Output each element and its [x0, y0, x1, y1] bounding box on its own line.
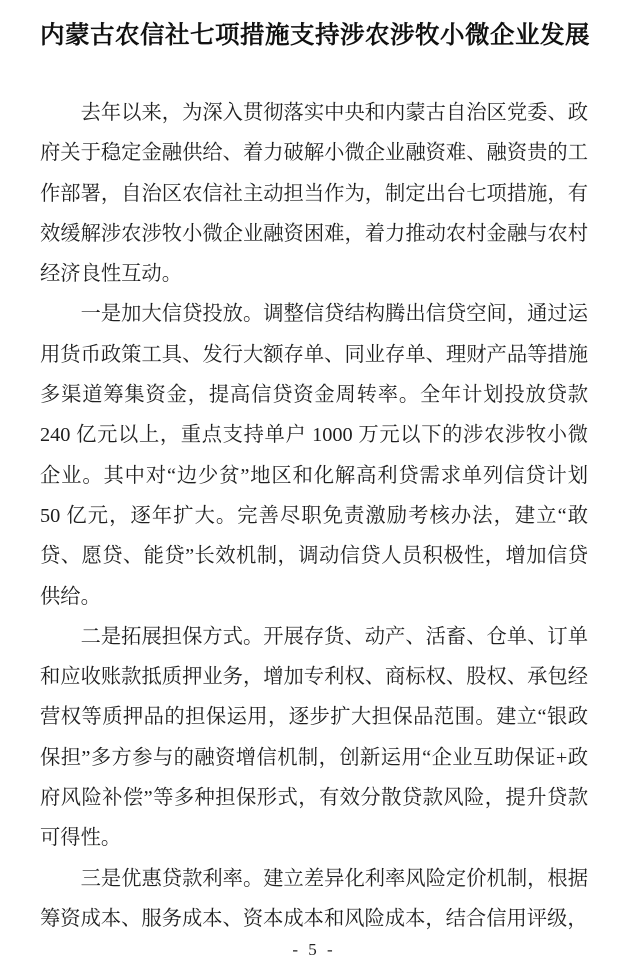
paragraph-measure-two-guarantee-methods: 二是拓展担保方式。开展存货、动产、活畜、仓单、订单和应收账款抵质押业务，增加专利权、商标权、股权、承包经营权等质押品的担保运用，逐步扩大担保品范围。建立“银政保担”多方参与的融资增信机制，创新运用“企业互助保证+政府风险补偿”等多种担保形式，有效分散贷款风险，提升贷款可得性。 — [40, 625, 588, 850]
paragraph-measure-one-credit-supply: 一是加大信贷投放。调整信贷结构腾出信贷空间，通过运用货币政策工具、发行大额存单、同业存单、理财产品等措施多渠道筹集资金，提高信贷资金周转率。全年计划投放贷款 240 亿元以上，重点支持单户 1000 万元以下的涉农涉牧小微企业。其中对“边少贫”地区和化解高利贷需求单列信贷计划 50 亿元，逐年扩大。完善尽职免责激励考核办法，建立“敢贷、愿贷、能贷”长效机制，调动信贷人员积极性，增加信贷供给。 — [40, 303, 588, 608]
paragraph-intro: 去年以来，为深入贯彻落实中央和内蒙古自治区党委、政府关于稳定金融供给、着力破解小微企业融资难、融资贵的工作部署，自治区农信社主动担当作为，制定出台七项措施，有效缓解涉农涉牧小微企业融资困难，着力推动农村金融与农村经济良性互动。 — [40, 102, 588, 286]
paragraph-measure-three-loan-rates: 三是优惠贷款利率。建立差异化利率风险定价机制，根据筹资成本、服务成本、资本成本和风险成本，结合信用评级， — [40, 867, 588, 930]
page-number: - 5 - — [292, 940, 336, 959]
document-body — [40, 93, 588, 939]
document-title: 内蒙古农信社七项措施支持涉农涉牧小微企业发展 — [40, 22, 590, 49]
